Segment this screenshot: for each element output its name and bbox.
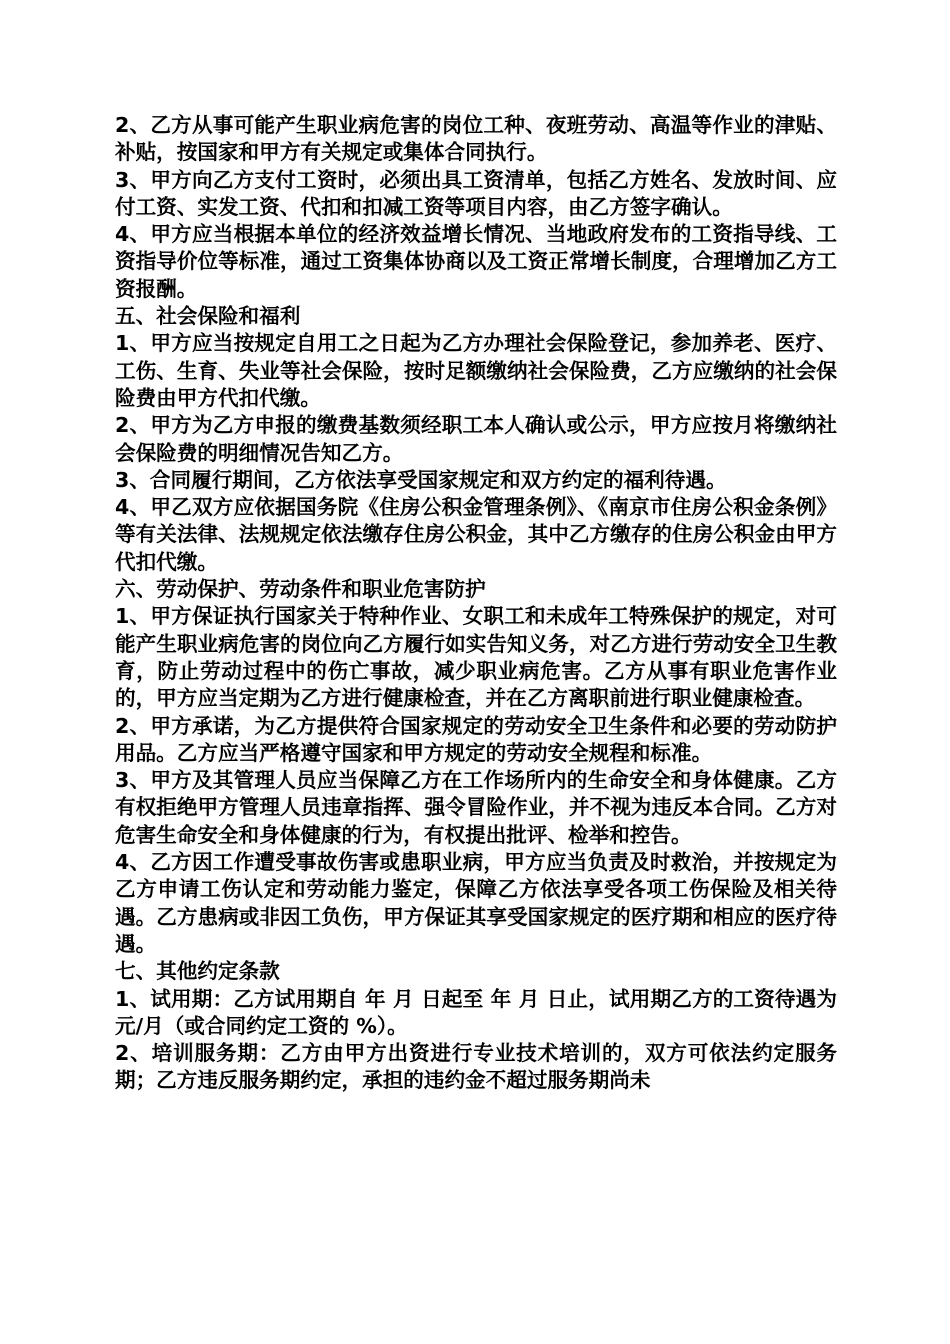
clause-paragraph: 4、甲乙双方应依据国务院《住房公积金管理条例》、《南京市住房公积金条例》等有关法律、法规规定依法缴存住房公积金，其中乙方缴存的住房公积金由甲方代扣代缴。 bbox=[115, 495, 837, 574]
clause-paragraph: 2、甲方承诺，为乙方提供符合国家规定的劳动安全卫生条件和必要的劳动防护用品。乙方应当严格遵守国家和甲方规定的劳动安全规程和标准。 bbox=[115, 713, 837, 765]
document-page bbox=[115, 112, 837, 1095]
clause-paragraph: 2、乙方从事可能产生职业病危害的岗位工种、夜班劳动、高温等作业的津贴、补贴，按国家和甲方有关规定或集体合同执行。 bbox=[115, 113, 837, 165]
clause-paragraph: 4、乙方因工作遭受事故伤害或患职业病，甲方应当负责及时救治，并按规定为乙方申请工伤认定和劳动能力鉴定，保障乙方依法享受各项工伤保险及相关待遇。乙方患病或非因工负伤，甲方保证其享受国家规定的医疗期和相应的医疗待遇。 bbox=[115, 850, 837, 956]
section-heading-social-insurance: 五、社会保险和福利 bbox=[115, 304, 301, 329]
clause-paragraph: 1、试用期：乙方试用期自 年 月 日起至 年 月 日止，试用期乙方的工资待遇为元/月（或合同约定工资的 %）。 bbox=[115, 986, 837, 1038]
section-heading-other-terms: 七、其他约定条款 bbox=[115, 959, 280, 984]
clause-paragraph: 3、甲方向乙方支付工资时，必须出具工资清单，包括乙方姓名、发放时间、应付工资、实发工资、代扣和扣减工资等项目内容，由乙方签字确认。 bbox=[115, 167, 837, 219]
clause-paragraph: 3、甲方及其管理人员应当保障乙方在工作场所内的生命安全和身体健康。乙方有权拒绝甲方管理人员违章指挥、强令冒险作业，并不视为违反本合同。乙方对危害生命安全和身体健康的行为，有权提出批评、检举和控告。 bbox=[115, 768, 837, 847]
clause-paragraph: 2、甲方为乙方申报的缴费基数须经职工本人确认或公示，甲方应按月将缴纳社会保险费的明细情况告知乙方。 bbox=[115, 413, 837, 465]
clause-paragraph: 4、甲方应当根据本单位的经济效益增长情况、当地政府发布的工资指导线、工资指导价位等标准，通过工资集体协商以及工资正常增长制度，合理增加乙方工资报酬。 bbox=[115, 222, 837, 301]
clause-paragraph: 1、甲方应当按规定自用工之日起为乙方办理社会保险登记，参加养老、医疗、工伤、生育、失业等社会保险，按时足额缴纳社会保险费，乙方应缴纳的社会保险费由甲方代扣代缴。 bbox=[115, 331, 837, 410]
section-heading-labor-protection: 六、劳动保护、劳动条件和职业危害防护 bbox=[115, 577, 486, 602]
clause-paragraph: 3、合同履行期间，乙方依法享受国家规定和双方约定的福利待遇。 bbox=[115, 467, 727, 492]
clause-paragraph: 2、培训服务期：乙方由甲方出资进行专业技术培训的，双方可依法约定服务期；乙方违反服务期约定，承担的违约金不超过服务期尚未 bbox=[115, 1041, 837, 1093]
clause-paragraph: 1、甲方保证执行国家关于特种作业、女职工和未成年工特殊保护的规定，对可能产生职业病危害的岗位向乙方履行如实告知义务，对乙方进行劳动安全卫生教育，防止劳动过程中的伤亡事故，减少职业病危害。乙方从事有职业危害作业的，甲方应当定期为乙方进行健康检查，并在乙方离职前进行职业健康检查。 bbox=[115, 604, 837, 711]
